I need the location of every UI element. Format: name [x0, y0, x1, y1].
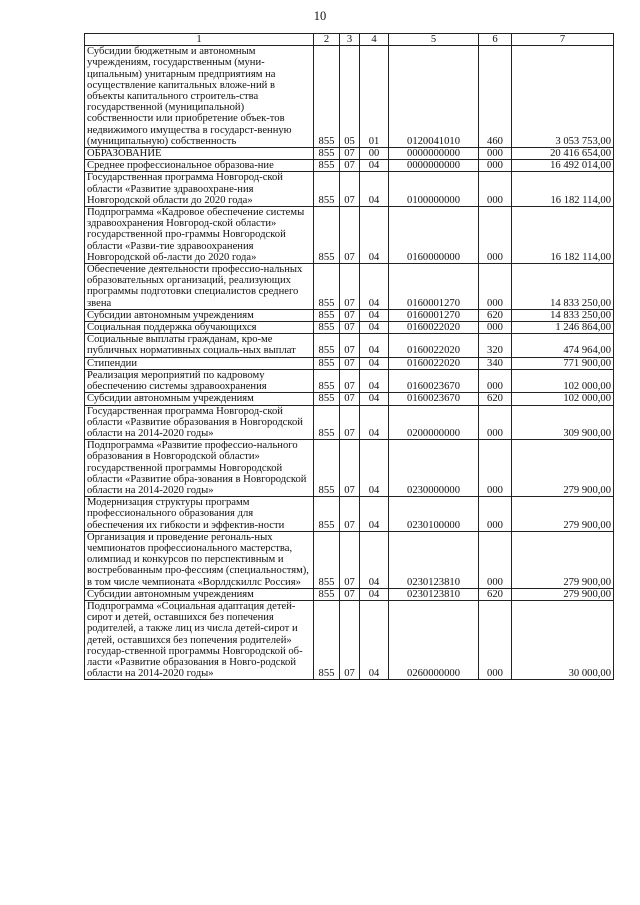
subsection-code-cell: 04: [360, 357, 389, 369]
col-header-7: 7: [512, 34, 614, 46]
row-name-cell: Социальные выплаты гражданам, кро-ме публичных нормативных социаль-ных выплат: [85, 334, 314, 357]
expense-type-cell: 620: [479, 588, 512, 600]
subsection-code-cell: 04: [360, 405, 389, 440]
amount-cell: 279 900,00: [512, 588, 614, 600]
target-article-cell: 0160001270: [389, 264, 479, 310]
amount-cell: 20 416 654,00: [512, 148, 614, 160]
target-article-cell: 0160023670: [389, 393, 479, 405]
table-row: [85, 440, 614, 497]
target-article-cell: 0000000000: [389, 148, 479, 160]
ministry-code-cell: 855: [314, 588, 340, 600]
table-row: [85, 172, 614, 207]
expense-type-cell: 000: [479, 531, 512, 588]
subsection-code-cell: 04: [360, 369, 389, 392]
section-code-cell: 07: [340, 393, 360, 405]
table-row: [85, 46, 614, 148]
amount-cell: 14 833 250,00: [512, 309, 614, 321]
row-name-cell: Государственная программа Новгород-ской области «Развитие здравоохране-ния Новгородской области до 2020 года»: [85, 172, 314, 207]
table-row: [85, 264, 614, 310]
target-article-cell: 0120041010: [389, 46, 479, 148]
table-row: [85, 309, 614, 321]
ministry-code-cell: 855: [314, 334, 340, 357]
subsection-code-cell: 04: [360, 172, 389, 207]
table-row: [85, 357, 614, 369]
target-article-cell: 0160001270: [389, 309, 479, 321]
ministry-code-cell: 855: [314, 46, 340, 148]
ministry-code-cell: 855: [314, 531, 340, 588]
subsection-code-cell: 04: [360, 600, 389, 679]
header-row: [85, 34, 614, 46]
section-code-cell: 07: [340, 531, 360, 588]
amount-cell: 1 246 864,00: [512, 322, 614, 334]
amount-cell: 3 053 753,00: [512, 46, 614, 148]
subsection-code-cell: 04: [360, 393, 389, 405]
ministry-code-cell: 855: [314, 207, 340, 264]
expense-type-cell: 340: [479, 357, 512, 369]
expense-type-cell: 000: [479, 207, 512, 264]
ministry-code-cell: 855: [314, 440, 340, 497]
amount-cell: 309 900,00: [512, 405, 614, 440]
amount-cell: 14 833 250,00: [512, 264, 614, 310]
section-code-cell: 07: [340, 264, 360, 310]
expense-type-cell: 620: [479, 309, 512, 321]
row-name-cell: Реализация мероприятий по кадровому обеспечению системы здравоохранения: [85, 369, 314, 392]
table-row: [85, 148, 614, 160]
page-number: 10: [313, 9, 327, 23]
target-article-cell: 0160022020: [389, 334, 479, 357]
target-article-cell: 0260000000: [389, 600, 479, 679]
row-name-cell: Модернизация структуры программ профессионального образования для обеспечения их гибкости и эффектив-ности: [85, 497, 314, 532]
target-article-cell: 0230123810: [389, 588, 479, 600]
expense-type-cell: 000: [479, 148, 512, 160]
section-code-cell: 07: [340, 497, 360, 532]
subsection-code-cell: 04: [360, 160, 389, 172]
subsection-code-cell: 04: [360, 334, 389, 357]
expense-type-cell: 000: [479, 160, 512, 172]
table-row: [85, 160, 614, 172]
ministry-code-cell: 855: [314, 309, 340, 321]
target-article-cell: 0000000000: [389, 160, 479, 172]
subsection-code-cell: 01: [360, 46, 389, 148]
target-article-cell: 0100000000: [389, 172, 479, 207]
row-name-cell: Среднее профессиональное образова-ние: [85, 160, 314, 172]
expense-type-cell: 000: [479, 264, 512, 310]
col-header-2: 2: [314, 34, 340, 46]
ministry-code-cell: 855: [314, 172, 340, 207]
target-article-cell: 0160023670: [389, 369, 479, 392]
ministry-code-cell: 855: [314, 148, 340, 160]
ministry-code-cell: 855: [314, 160, 340, 172]
row-name-cell: Социальная поддержка обучающихся: [85, 322, 314, 334]
subsection-code-cell: 04: [360, 440, 389, 497]
col-header-1: 1: [85, 34, 314, 46]
row-name-cell: Подпрограмма «Кадровое обеспечение системы здравоохранения Новгород-ской области» государственной про-граммы Новгородской области «Разви-тие здравоохранения Новгородской об-ласти до 2020 года»: [85, 207, 314, 264]
section-code-cell: 05: [340, 46, 360, 148]
target-article-cell: 0200000000: [389, 405, 479, 440]
expense-type-cell: 000: [479, 440, 512, 497]
target-article-cell: 0160022020: [389, 357, 479, 369]
expense-type-cell: 000: [479, 405, 512, 440]
subsection-code-cell: 04: [360, 588, 389, 600]
table-row: [85, 207, 614, 264]
table-row: [85, 588, 614, 600]
expense-type-cell: 000: [479, 172, 512, 207]
amount-cell: 474 964,00: [512, 334, 614, 357]
subsection-code-cell: 04: [360, 264, 389, 310]
subsection-code-cell: 04: [360, 309, 389, 321]
section-code-cell: 07: [340, 322, 360, 334]
col-header-6: 6: [479, 34, 512, 46]
col-header-5: 5: [389, 34, 479, 46]
target-article-cell: 0160000000: [389, 207, 479, 264]
section-code-cell: 07: [340, 588, 360, 600]
table-row: [85, 334, 614, 357]
table-row: [85, 497, 614, 532]
row-name-cell: ОБРАЗОВАНИЕ: [85, 148, 314, 160]
section-code-cell: 07: [340, 440, 360, 497]
section-code-cell: 07: [340, 334, 360, 357]
row-name-cell: Стипендии: [85, 357, 314, 369]
ministry-code-cell: 855: [314, 369, 340, 392]
section-code-cell: 07: [340, 309, 360, 321]
row-name-cell: Обеспечение деятельности профессио-нальных образовательных организаций, реализующих программы подготовки специалистов среднего звена: [85, 264, 314, 310]
amount-cell: 16 182 114,00: [512, 207, 614, 264]
row-name-cell: Субсидии автономным учреждениям: [85, 588, 314, 600]
budget-table: [84, 33, 614, 680]
expense-type-cell: 000: [479, 369, 512, 392]
target-article-cell: 0230000000: [389, 440, 479, 497]
expense-type-cell: 000: [479, 497, 512, 532]
target-article-cell: 0230100000: [389, 497, 479, 532]
ministry-code-cell: 855: [314, 393, 340, 405]
section-code-cell: 07: [340, 405, 360, 440]
amount-cell: 16 492 014,00: [512, 160, 614, 172]
target-article-cell: 0160022020: [389, 322, 479, 334]
section-code-cell: 07: [340, 172, 360, 207]
amount-cell: 16 182 114,00: [512, 172, 614, 207]
ministry-code-cell: 855: [314, 322, 340, 334]
ministry-code-cell: 855: [314, 405, 340, 440]
amount-cell: 279 900,00: [512, 531, 614, 588]
expense-type-cell: 620: [479, 393, 512, 405]
ministry-code-cell: 855: [314, 357, 340, 369]
table-row: [85, 393, 614, 405]
row-name-cell: Субсидии автономным учреждениям: [85, 393, 314, 405]
table-row: [85, 600, 614, 679]
section-code-cell: 07: [340, 207, 360, 264]
subsection-code-cell: 00: [360, 148, 389, 160]
row-name-cell: Государственная программа Новгород-ской области «Развитие образования в Новгородской области на 2014-2020 годы»: [85, 405, 314, 440]
table-row: [85, 369, 614, 392]
subsection-code-cell: 04: [360, 322, 389, 334]
expense-type-cell: 320: [479, 334, 512, 357]
subsection-code-cell: 04: [360, 531, 389, 588]
section-code-cell: 07: [340, 160, 360, 172]
amount-cell: 102 000,00: [512, 369, 614, 392]
subsection-code-cell: 04: [360, 207, 389, 264]
row-name-cell: Подпрограмма «Развитие профессио-нального образования в Новгородской области» государственной программы Новгородской области «Развитие обра-зования в Новгородской области на 2014-2020 годы»: [85, 440, 314, 497]
subsection-code-cell: 04: [360, 497, 389, 532]
expense-type-cell: 000: [479, 322, 512, 334]
row-name-cell: Субсидии бюджетным и автономным учреждениям, государственным (муни-ципальным) унитарным предприятиям на осуществление капитальных вложе-ний в объекты капитального строитель-ства государственной (муниципальной) собственности или приобретение объек-тов недвижимого имущества в государст-венную (муниципальную) собственность: [85, 46, 314, 148]
col-header-4: 4: [360, 34, 389, 46]
target-article-cell: 0230123810: [389, 531, 479, 588]
amount-cell: 279 900,00: [512, 497, 614, 532]
table-row: [85, 531, 614, 588]
amount-cell: 102 000,00: [512, 393, 614, 405]
section-code-cell: 07: [340, 148, 360, 160]
expense-type-cell: 460: [479, 46, 512, 148]
table-row: [85, 322, 614, 334]
table-row: [85, 405, 614, 440]
amount-cell: 30 000,00: [512, 600, 614, 679]
expense-type-cell: 000: [479, 600, 512, 679]
amount-cell: 279 900,00: [512, 440, 614, 497]
ministry-code-cell: 855: [314, 264, 340, 310]
ministry-code-cell: 855: [314, 497, 340, 532]
ministry-code-cell: 855: [314, 600, 340, 679]
section-code-cell: 07: [340, 369, 360, 392]
col-header-3: 3: [340, 34, 360, 46]
amount-cell: 771 900,00: [512, 357, 614, 369]
row-name-cell: Подпрограмма «Социальная адаптация детей-сирот и детей, оставшихся без попечения родителей, а также лиц из числа детей-сирот и детей, оставшихся без попечения родителей» государ-ственной программы Новгородской об-ласти «Развитие образования в Новго-родской области на 2014-2020 годы»: [85, 600, 314, 679]
section-code-cell: 07: [340, 357, 360, 369]
row-name-cell: Организация и проведение регональ-ных чемпионатов профессионального мастерства, олимпиад и конкурсов по перспективным и востребованным про-фессиям (специальностям), в том числе чемпионата «Ворлдскиллс Россия»: [85, 531, 314, 588]
section-code-cell: 07: [340, 600, 360, 679]
row-name-cell: Субсидии автономным учреждениям: [85, 309, 314, 321]
